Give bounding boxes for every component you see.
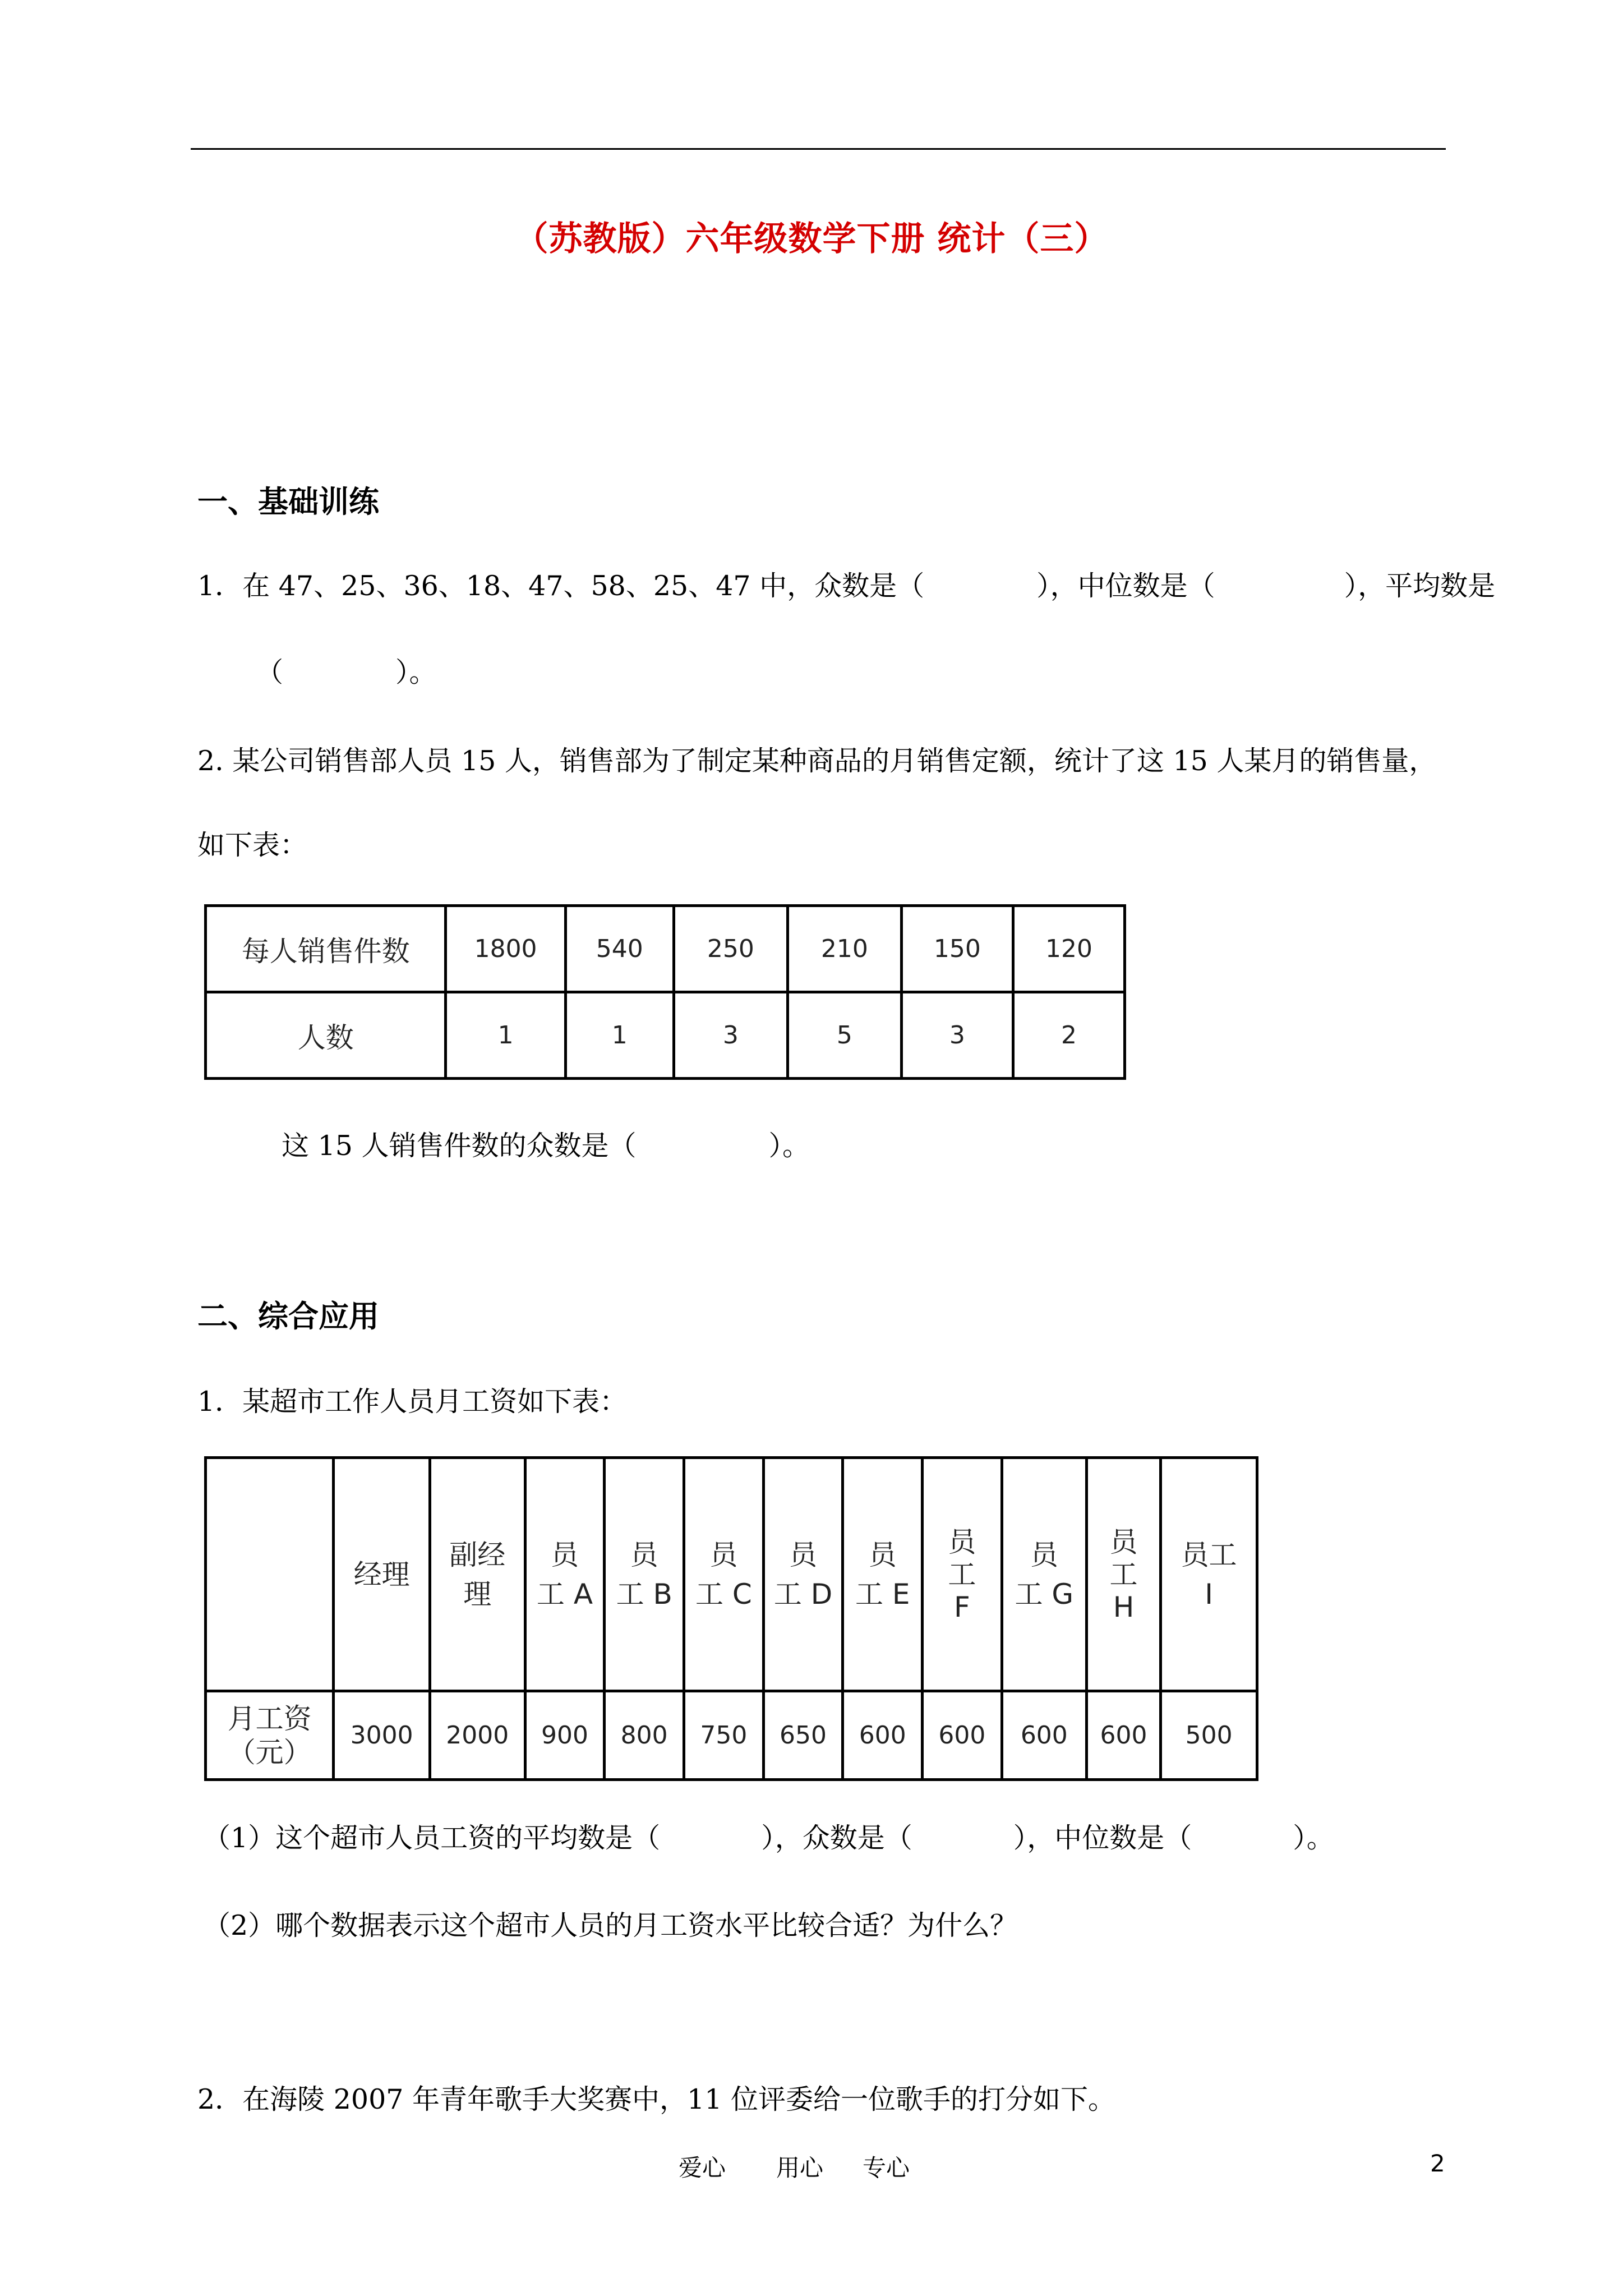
sales-row-label: 每人销售件数: [206, 906, 446, 992]
header-rule: [191, 148, 1446, 150]
header-cell: [430, 1458, 525, 1691]
table-cell: 2000: [430, 1691, 525, 1780]
question-2-line-1: 2. 某公司销售部人员 15 人，销售部为了制定某种商品的月销售定额，统计了这 15 人某月的销售量，: [197, 745, 1437, 777]
table-cell: 540: [565, 906, 674, 992]
table-cell: 1: [446, 992, 565, 1079]
table-cell: 150: [901, 906, 1013, 992]
question-2-after-table: [282, 1124, 810, 1163]
header-cell: [763, 1458, 843, 1691]
header-cell: [1002, 1458, 1086, 1691]
section-2-heading: 二、综合应用: [197, 1299, 379, 1334]
header-text: 工 C: [695, 1577, 752, 1611]
table-corner-cell: [206, 1458, 334, 1691]
header-text: 员: [948, 1525, 976, 1558]
header-text: 理: [463, 1577, 492, 1611]
question-1-line-1: [197, 564, 1495, 604]
footer-motto-1: 爱心: [679, 2154, 726, 2182]
q2-mode-text: 这 15 人销售件数的众数是（: [282, 1130, 637, 1162]
header-cell: [843, 1458, 923, 1691]
row-label-text: （元）: [227, 1736, 312, 1769]
header-text: I: [1205, 1577, 1213, 1611]
table-cell: 750: [684, 1691, 764, 1780]
q2-mode-end: ）。: [768, 1130, 810, 1162]
salary-header-row: [206, 1458, 1257, 1691]
header-text: 工: [1109, 1558, 1138, 1591]
table-cell: 3: [674, 992, 787, 1079]
table-cell: 600: [1002, 1691, 1086, 1780]
count-row: [206, 992, 1125, 1079]
header-text: 员: [630, 1538, 658, 1571]
sales-row: [206, 906, 1125, 992]
row-label-text: 月工资: [227, 1702, 312, 1735]
table-cell: 5: [787, 992, 901, 1079]
sub1-text-d: ）。: [1293, 1822, 1334, 1854]
salary-row-label: [206, 1691, 334, 1780]
sales-table: [204, 904, 1126, 1080]
header-text: 员: [789, 1538, 818, 1571]
table-cell: 900: [525, 1691, 605, 1780]
header-cell: [684, 1458, 764, 1691]
salary-value-row: [206, 1691, 1257, 1780]
page-title: （苏教版）六年级数学下册 统计（三）: [514, 219, 1109, 259]
table-cell: 650: [763, 1691, 843, 1780]
header-cell: [1086, 1458, 1160, 1691]
table-cell: 600: [1086, 1691, 1160, 1780]
q1-text-e: ）。: [395, 656, 437, 688]
table-cell: 3: [901, 992, 1013, 1079]
table-cell: 210: [787, 906, 901, 992]
sub1-text-c: ），中位数是（: [1013, 1822, 1192, 1854]
table-cell: 600: [923, 1691, 1002, 1780]
table-cell: 600: [843, 1691, 923, 1780]
sub-question-2: （2）哪个数据表示这个超市人员的月工资水平比较合适？为什么？: [203, 1910, 1018, 1941]
salary-table: [204, 1456, 1258, 1781]
question-2-line-2: 如下表：: [197, 829, 308, 861]
header-text: 工 E: [855, 1577, 910, 1611]
header-text: H: [1113, 1590, 1135, 1623]
question-1-line-2: [256, 651, 437, 690]
table-cell: 120: [1013, 906, 1124, 992]
header-text: 经理: [353, 1558, 410, 1591]
header-text: 副经: [449, 1538, 506, 1571]
q1-text-c: ），平均数是: [1344, 570, 1496, 602]
header-text: 工 A: [536, 1577, 593, 1611]
section-1-heading: 一、基础训练: [197, 484, 379, 519]
header-cell: [923, 1458, 1002, 1691]
header-text: 员: [550, 1538, 579, 1571]
section-2-question-2: 2．在海陵 2007 年青年歌手大奖赛中，11 位评委给一位歌手的打分如下。: [197, 2083, 1115, 2115]
table-cell: 1: [565, 992, 674, 1079]
footer-motto-3: 专心: [863, 2154, 910, 2182]
header-text: 员: [868, 1538, 897, 1571]
header-text: F: [954, 1590, 970, 1623]
section-2-question-1-intro: 1．某超市工作人员月工资如下表：: [197, 1386, 628, 1418]
header-text: 工: [948, 1558, 976, 1591]
q1-text-d: （: [256, 656, 284, 688]
sub1-text-b: ），众数是（: [761, 1822, 912, 1854]
page-number: 2: [1430, 2150, 1445, 2177]
header-cell: [1161, 1458, 1257, 1691]
header-text: 工 D: [773, 1577, 833, 1611]
table-cell: 500: [1161, 1691, 1257, 1780]
header-text: 工 G: [1015, 1577, 1074, 1611]
header-cell: [334, 1458, 430, 1691]
header-text: 员: [1030, 1538, 1058, 1571]
q1-text-b: ），中位数是（: [1036, 570, 1215, 602]
header-text: 员: [709, 1538, 738, 1571]
header-cell: [605, 1458, 684, 1691]
sub1-text-a: （1）这个超市人员工资的平均数是（: [203, 1822, 661, 1854]
table-cell: 1800: [446, 906, 565, 992]
table-cell: 2: [1013, 992, 1124, 1079]
table-cell: 3000: [334, 1691, 430, 1780]
footer-motto-2: 用心: [776, 2154, 824, 2182]
header-text: 员: [1109, 1525, 1138, 1558]
q1-text-a: 1．在 47、25、36、18、47、58、25、47 中，众数是（: [197, 570, 925, 602]
table-cell: 250: [674, 906, 787, 992]
header-text: 员工: [1181, 1538, 1237, 1571]
table-cell: 800: [605, 1691, 684, 1780]
header-cell: [525, 1458, 605, 1691]
sub-question-1: [203, 1816, 1334, 1856]
header-text: 工 B: [616, 1577, 672, 1611]
count-row-label: 人数: [206, 992, 446, 1079]
